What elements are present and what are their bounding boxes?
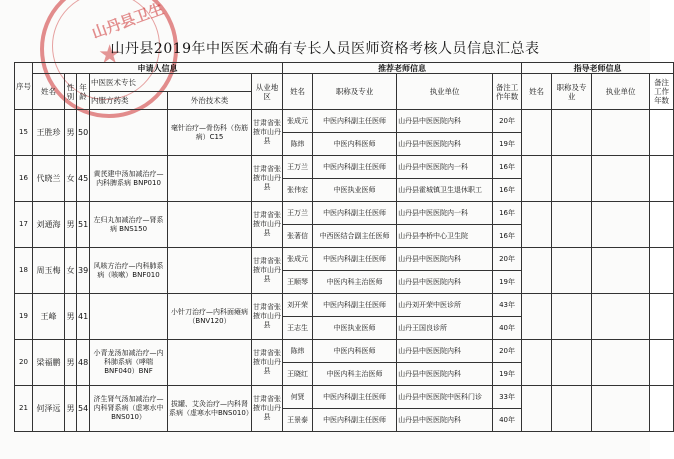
table-row [15,340,674,363]
cell-external [168,202,252,248]
cell-men-name [522,110,552,156]
cell-rec-years: 40年 [493,317,522,340]
cell-men-name [522,386,552,432]
cell-men-title [552,340,592,386]
cell-men-unit [592,202,650,248]
cell-men-unit [592,156,650,202]
cell-rec-name: 王志生 [283,317,313,340]
table-row [15,294,674,317]
cell-region: 甘肃省张掖市山丹县 [252,156,283,202]
cell-rec-unit: 山丹县中医医院内一科 [397,156,493,179]
cell-rec-unit: 山丹县中医医院内科 [397,271,493,294]
cell-age: 39 [77,248,90,294]
cell-rec-name: 张成元 [283,248,313,271]
cell-rec-years: 20年 [493,248,522,271]
cell-age: 48 [77,340,90,386]
cell-rec-years: 16年 [493,179,522,202]
cell-rec-years: 16年 [493,156,522,179]
cell-rec-name: 王顺琴 [283,271,313,294]
cell-rec-name: 张伟宏 [283,179,313,202]
col-men-unit: 执业单位 [592,74,650,110]
cell-seq: 16 [15,156,33,202]
cell-name: 梁福鹏 [33,340,65,386]
cell-men-years [650,248,674,294]
cell-sex: 男 [65,294,77,340]
cell-external [168,340,252,386]
cell-sex: 男 [65,340,77,386]
cell-name: 周玉梅 [33,248,65,294]
cell-men-unit [592,340,650,386]
cell-external [168,248,252,294]
col-sex: 性别 [65,74,77,110]
cell-rec-years: 20年 [493,340,522,363]
cell-rec-years: 19年 [493,271,522,294]
cell-external: 毫针治疗—骨伤科（伤筋病）C15 [168,110,252,156]
cell-men-years [650,294,674,340]
cell-region: 甘肃省张掖市山丹县 [252,386,283,432]
cell-region: 甘肃省张掖市山丹县 [252,202,283,248]
official-seal-text: 山丹县卫生 [89,0,167,43]
cell-men-title [552,294,592,340]
info-table [14,62,674,432]
col-rec-title: 职称及专业 [313,74,397,110]
cell-rec-title: 中医执业医师 [313,317,397,340]
col-internal: 内服方药类 [90,92,168,110]
group-recommender: 推荐老师信息 [283,63,522,74]
cell-rec-unit: 山丹县中医医院内科 [397,363,493,386]
table-row [15,156,674,179]
cell-sex: 女 [65,248,77,294]
cell-external: 拔罐、艾灸治疗—内科肾系病（虚寒水中BNS010） [168,386,252,432]
cell-men-unit [592,110,650,156]
cell-sex: 男 [65,110,77,156]
cell-rec-name: 陈炜 [283,133,313,156]
group-applicant: 申请人信息 [33,63,283,74]
cell-rec-title: 中医内科副主任医师 [313,156,397,179]
cell-men-name [522,248,552,294]
cell-men-name [522,294,552,340]
cell-internal [90,110,168,156]
cell-age: 54 [77,386,90,432]
table-row [15,248,674,271]
cell-age: 50 [77,110,90,156]
cell-rec-title: 中医内科副主任医师 [313,110,397,133]
cell-rec-name: 刘开荣 [283,294,313,317]
col-men-name: 姓名 [522,74,552,110]
cell-men-title [552,202,592,248]
cell-rec-title: 中医内科副主任医师 [313,409,397,432]
cell-men-title [552,386,592,432]
cell-rec-title: 中医内科医师 [313,340,397,363]
cell-rec-title: 中医内科副主任医师 [313,202,397,225]
cell-seq: 21 [15,386,33,432]
cell-rec-name: 张著信 [283,225,313,248]
cell-rec-title: 中医内科医师 [313,133,397,156]
cell-rec-unit: 山丹王国良诊所 [397,317,493,340]
cell-men-name [522,202,552,248]
col-men-years: 备注工作年数 [650,74,674,110]
cell-age: 41 [77,294,90,340]
cell-men-title [552,110,592,156]
cell-external [168,156,252,202]
cell-region: 甘肃省张掖市山丹县 [252,110,283,156]
col-specialty-group: 中医医术专长 [90,74,252,92]
cell-seq: 15 [15,110,33,156]
cell-men-name [522,156,552,202]
col-external: 外治技术类 [168,92,252,110]
cell-men-years [650,340,674,386]
col-rec-unit: 执业单位 [397,74,493,110]
cell-rec-unit: 山丹县中医医院内科 [397,248,493,271]
cell-rec-unit: 山丹县中医医院内科 [397,340,493,363]
cell-rec-years: 20年 [493,110,522,133]
cell-rec-years: 16年 [493,202,522,225]
cell-rec-unit: 山丹县中医医院内一科 [397,202,493,225]
cell-rec-title: 中医内科主治医师 [313,363,397,386]
cell-rec-unit: 山丹县中医医院内科 [397,133,493,156]
cell-rec-name: 张成元 [283,110,313,133]
cell-rec-years: 19年 [493,133,522,156]
cell-rec-name: 王晓红 [283,363,313,386]
col-region: 从业地区 [252,74,283,110]
cell-name: 王峰 [33,294,65,340]
cell-seq: 18 [15,248,33,294]
cell-seq: 17 [15,202,33,248]
col-rec-name: 姓名 [283,74,313,110]
cell-name: 王胜珍 [33,110,65,156]
cell-men-name [522,340,552,386]
cell-rec-years: 43年 [493,294,522,317]
cell-men-unit [592,248,650,294]
cell-name: 何泽远 [33,386,65,432]
table-row [15,110,674,133]
cell-internal: 黄芪建中汤加减治疗—内科脾系病 BNP010 [90,156,168,202]
col-name: 姓名 [33,74,65,110]
cell-rec-title: 中医执业医师 [313,179,397,202]
group-mentor: 指导老师信息 [522,63,674,74]
cell-region: 甘肃省张掖市山丹县 [252,340,283,386]
cell-men-years [650,110,674,156]
cell-name: 代晓兰 [33,156,65,202]
col-age: 年龄 [77,74,90,110]
col-rec-years: 备注工作年数 [493,74,522,110]
cell-age: 51 [77,202,90,248]
table-row [15,386,674,409]
cell-men-years [650,156,674,202]
cell-rec-years: 19年 [493,363,522,386]
col-seq: 序号 [15,63,33,110]
cell-rec-title: 中西医结合副主任医师 [313,225,397,248]
cell-sex: 男 [65,386,77,432]
cell-men-title [552,156,592,202]
cell-rec-title: 中医内科主治医师 [313,271,397,294]
cell-rec-title: 中医内科副主任医师 [313,386,397,409]
col-men-title: 职称及专业 [552,74,592,110]
table-body [15,110,674,432]
cell-rec-years: 33年 [493,386,522,409]
table-row [15,202,674,225]
cell-internal: 左归丸加减治疗—肾系病 BNS150 [90,202,168,248]
cell-external: 小针刀治疗—内科面瘫病（BNV120） [168,294,252,340]
cell-men-years [650,386,674,432]
cell-rec-unit: 山丹县霍城镇卫生退休职工 [397,179,493,202]
cell-rec-name: 何贤 [283,386,313,409]
cell-rec-name: 王万兰 [283,202,313,225]
cell-rec-years: 40年 [493,409,522,432]
cell-rec-unit: 山丹县中医医院内科 [397,110,493,133]
cell-internal: 风咳方治疗—内科肺系病（咳嗽）BNF010 [90,248,168,294]
cell-name: 刘通海 [33,202,65,248]
cell-rec-name: 陈炜 [283,340,313,363]
cell-rec-unit: 山丹县李桥中心卫生院 [397,225,493,248]
cell-internal [90,294,168,340]
cell-internal: 济生肾气汤加减治疗—内科肾系病（虚寒水中BNS010） [90,386,168,432]
cell-sex: 女 [65,156,77,202]
cell-age: 45 [77,156,90,202]
cell-men-unit [592,294,650,340]
document-title: 山丹县2019年中医医术确有专长人员医师资格考核人员信息汇总表 [110,41,540,57]
cell-men-unit [592,386,650,432]
cell-men-years [650,202,674,248]
cell-seq: 19 [15,294,33,340]
cell-seq: 20 [15,340,33,386]
cell-region: 甘肃省张掖市山丹县 [252,294,283,340]
seal-star-icon: ★ [98,40,122,70]
cell-internal: 小青龙汤加减治疗—内科肺系病（哮喘 BNF040）BNF [90,340,168,386]
cell-rec-unit: 山丹县中医医院中医科门诊 [397,386,493,409]
cell-rec-unit: 山丹县中医医院内科 [397,409,493,432]
cell-region: 甘肃省张掖市山丹县 [252,248,283,294]
cell-rec-name: 王景泰 [283,409,313,432]
cell-sex: 男 [65,202,77,248]
cell-rec-title: 中医内科副主任医师 [313,248,397,271]
cell-men-title [552,248,592,294]
cell-rec-years: 16年 [493,225,522,248]
cell-rec-name: 王万兰 [283,156,313,179]
cell-rec-unit: 山丹刘开荣中医诊所 [397,294,493,317]
cell-rec-title: 中医内科副主任医师 [313,294,397,317]
